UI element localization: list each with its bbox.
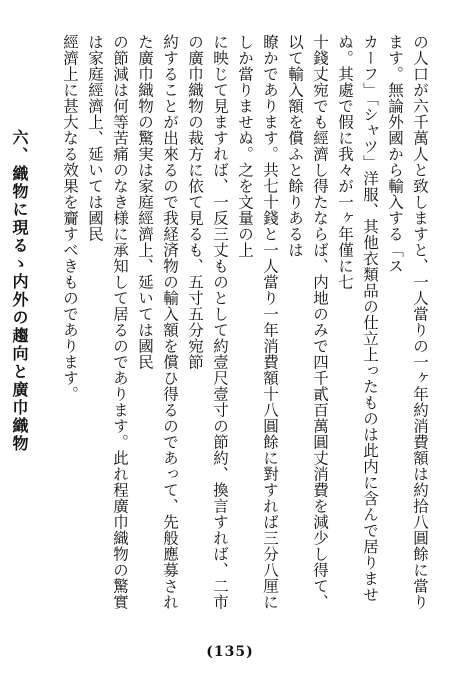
page-number: (135) (206, 644, 254, 660)
text-column: 瞭かであります。共七十錢と一人當り一年消費額十八圓餘に對すれば三分八厘にしか當りませぬ。之を文量の上 (236, 34, 279, 610)
text-column: 十錢丈宛でも經濟し得たならば、内地のみで四千貳百萬圓丈消費を減少し得て、以て輸入額を償ふと餘りあるは (286, 34, 329, 610)
section-heading: 六、織物に現るゝ内外の趨向と廣巾織物 (10, 129, 29, 453)
text-column: 經濟上に甚大なる效果を齎すべきものであります。 (61, 34, 79, 402)
text-column: に映じて見ますれば、一反三丈ものとして約壹尺壹寸の節約、換言すれば、二市の廣巾織物の裁方に依て見るも、五寸五分宛節 (186, 34, 229, 610)
spacer (32, 34, 57, 624)
spacer (0, 34, 7, 624)
text-column: 約することが出來るので我経済物の輸入額を償ひ得るのであって、先般應募された廣巾織物の驚実は家庭經濟上、延いては國民 (136, 34, 179, 610)
text-column: の節減は何等苦痛のなき様に承知して居るのであります。此れ程廣巾織物の驚實は家庭經濟上、延いては國民 (86, 34, 129, 610)
text-column: カーフ」「シャツ」洋服、其他衣類品の仕立上ったものは此内に含んで居りませぬ。其處で假に我々が一ヶ年僅に七 (336, 34, 379, 603)
text-column: の人口が六千萬人と致しますと、一人當りの一ヶ年約消費額は約拾八圓餘に當ります。無論外國から輸入する「ス (386, 34, 429, 610)
vertical-text-body (0, 34, 432, 624)
